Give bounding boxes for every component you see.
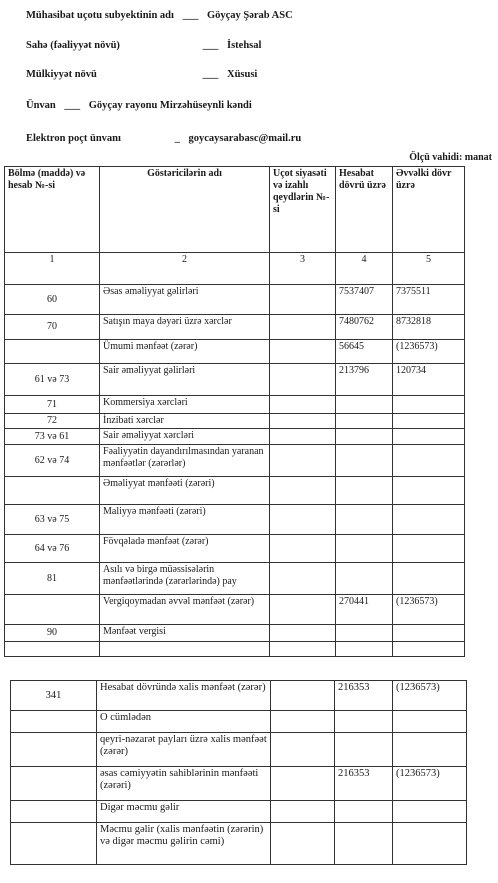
current-period-cell: 56645: [336, 340, 393, 364]
email-label: Elektron poçt ünvanı: [26, 133, 121, 144]
account-cell: [5, 595, 100, 625]
table-row: [5, 315, 465, 340]
note-cell: [270, 445, 336, 477]
indicator-name-cell: Sair əməliyyat gəlirləri: [100, 364, 270, 396]
table-row: [11, 681, 467, 711]
account-cell: 73 və 61: [5, 429, 100, 445]
note-cell: [270, 595, 336, 625]
previous-period-cell: [393, 711, 467, 733]
table-row: [5, 364, 465, 396]
note-cell: [270, 315, 336, 340]
previous-period-cell: [393, 625, 465, 642]
current-period-cell: 7537407: [336, 285, 393, 315]
current-period-cell: [336, 429, 393, 445]
previous-period-cell: (1236573): [393, 681, 467, 711]
note-cell: [270, 505, 336, 535]
indicator-name-cell: Ümumi mənfəət (zərər): [100, 340, 270, 364]
account-cell: [5, 477, 100, 505]
table-row: [5, 563, 465, 595]
previous-period-cell: [393, 733, 467, 767]
indicator-name-cell: Mənfəət vergisi: [100, 625, 270, 642]
current-period-cell: [336, 642, 393, 657]
previous-period-cell: [393, 823, 467, 865]
note-cell: [270, 477, 336, 505]
table-row: [11, 711, 467, 733]
unit-label: Ölçü vahidi: manat: [409, 152, 492, 163]
indicator-name-cell: Sair əməliyyat xərcləri: [100, 429, 270, 445]
current-period-cell: [336, 535, 393, 563]
col-header-name: Göstəricilərin adı: [100, 167, 270, 253]
account-cell: 72: [5, 414, 100, 429]
account-cell: [5, 642, 100, 657]
note-cell: [271, 681, 335, 711]
address-label: Ünvan: [26, 100, 56, 111]
email-value: goycaysarabasc@mail.ru: [188, 133, 302, 144]
table-row: [5, 477, 465, 505]
account-cell: 61 və 73: [5, 364, 100, 396]
col-header-previous: Əvvəlki dövr üzrə: [393, 167, 465, 253]
note-cell: [270, 414, 336, 429]
note-cell: [270, 285, 336, 315]
current-period-cell: [336, 396, 393, 414]
ownership-label: Mülkiyyət növü: [26, 69, 97, 80]
address-dash: ___: [64, 100, 81, 111]
previous-period-cell: [393, 801, 467, 823]
previous-period-cell: [393, 505, 465, 535]
note-cell: [270, 563, 336, 595]
activity-line: [26, 40, 261, 51]
ownership-dash: ___: [202, 69, 219, 80]
note-cell: [270, 364, 336, 396]
table-row: [5, 535, 465, 563]
indicator-name-cell: Əsas əməliyyat gəlirləri: [100, 285, 270, 315]
note-cell: [271, 767, 335, 801]
address-value: Göyçay rayonu Mirzəhüseynli kəndi: [88, 100, 252, 111]
col-header-current: Hesabat dövrü üzrə: [336, 167, 393, 253]
entity-label: Mühasibat uçotu subyektinin adı: [26, 10, 174, 21]
current-period-cell: 216353: [335, 681, 393, 711]
note-cell: [271, 711, 335, 733]
account-cell: 62 və 74: [5, 445, 100, 477]
note-cell: [270, 535, 336, 563]
current-period-cell: [336, 505, 393, 535]
indicator-name-cell: Satışın maya dəyəri üzrə xərclər: [100, 315, 270, 340]
email-line: [26, 133, 301, 144]
current-period-cell: [335, 733, 393, 767]
col-number: 3: [270, 253, 336, 285]
account-cell: 71: [5, 396, 100, 414]
current-period-cell: [336, 445, 393, 477]
current-period-cell: [336, 477, 393, 505]
account-cell: 70: [5, 315, 100, 340]
previous-period-cell: 120734: [393, 364, 465, 396]
current-period-cell: [335, 711, 393, 733]
previous-period-cell: [393, 396, 465, 414]
current-period-cell: 213796: [336, 364, 393, 396]
note-cell: [270, 340, 336, 364]
account-cell: [11, 823, 97, 865]
previous-period-cell: 7375511: [393, 285, 465, 315]
account-cell: [11, 767, 97, 801]
account-cell: 90: [5, 625, 100, 642]
note-cell: [270, 429, 336, 445]
current-period-cell: [335, 823, 393, 865]
current-period-cell: 216353: [335, 767, 393, 801]
column-number-row: [5, 253, 465, 285]
ownership-value: Xüsusi: [227, 69, 258, 80]
previous-period-cell: (1236573): [393, 340, 465, 364]
col-header-account: Bölmə (maddə) və hesab №-si: [5, 167, 100, 253]
table-row: [5, 642, 465, 657]
table-row: [5, 285, 465, 315]
col-number: 5: [393, 253, 465, 285]
activity-dash: ___: [202, 40, 219, 51]
note-cell: [270, 625, 336, 642]
previous-period-cell: (1236573): [393, 595, 465, 625]
note-cell: [271, 823, 335, 865]
account-cell: 81: [5, 563, 100, 595]
table-row: [11, 801, 467, 823]
table-row: [5, 595, 465, 625]
previous-period-cell: [393, 563, 465, 595]
table-row: [11, 733, 467, 767]
note-cell: [270, 396, 336, 414]
current-period-cell: [336, 563, 393, 595]
account-cell: [11, 801, 97, 823]
table-header-row: [5, 167, 465, 253]
account-cell: [11, 733, 97, 767]
table-row: [11, 823, 467, 865]
previous-period-cell: [393, 642, 465, 657]
indicator-name-cell: Kommersiya xərcləri: [100, 396, 270, 414]
note-cell: [271, 801, 335, 823]
previous-period-cell: [393, 477, 465, 505]
email-dash: _: [174, 133, 180, 144]
activity-value: İstehsal: [227, 40, 262, 51]
previous-period-cell: (1236573): [393, 767, 467, 801]
table-row: [5, 505, 465, 535]
indicator-name-cell: Hesabat dövründə xalis mənfəət (zərər): [97, 681, 271, 711]
net-income-table: [10, 680, 467, 865]
table-row: [11, 767, 467, 801]
note-cell: [271, 733, 335, 767]
indicator-name-cell: Asılı və birgə müəssisələrin mənfəətlərində (zərərlərində) pay: [100, 563, 270, 595]
previous-period-cell: [393, 445, 465, 477]
account-cell: [5, 340, 100, 364]
indicator-name-cell: Məcmu gəlir (xalis mənfəətin (zərərin) və digər məcmu gəlirin cəmi): [97, 823, 271, 865]
account-cell: 60: [5, 285, 100, 315]
activity-label: Sahə (fəaliyyət növü): [26, 40, 120, 51]
indicator-name-cell: Fövqəladə mənfəət (zərər): [100, 535, 270, 563]
entity-value: Göyçay Şərab ASC: [206, 10, 293, 21]
current-period-cell: [336, 625, 393, 642]
indicator-name-cell: Fəaliyyətin dayandırılmasından yaranan mənfəətlər (zərərlər): [100, 445, 270, 477]
report-table: [4, 166, 465, 657]
account-cell: [11, 711, 97, 733]
indicator-name-cell: [100, 642, 270, 657]
previous-period-cell: 8732818: [393, 315, 465, 340]
indicator-name-cell: O cümlədən: [97, 711, 271, 733]
account-cell: 63 və 75: [5, 505, 100, 535]
indicator-name-cell: İnzibati xərclər: [100, 414, 270, 429]
table-row: [5, 340, 465, 364]
account-cell: 341: [11, 681, 97, 711]
indicator-name-cell: Vergiqoymadan əvvəl mənfəət (zərər): [100, 595, 270, 625]
col-header-note: Uçot siyasəti və izahlı qeydlərin №-si: [270, 167, 336, 253]
col-number: 4: [336, 253, 393, 285]
table-row: [5, 429, 465, 445]
address-line: [26, 100, 252, 111]
previous-period-cell: [393, 414, 465, 429]
previous-period-cell: [393, 429, 465, 445]
indicator-name-cell: Maliyyə mənfəəti (zərəri): [100, 505, 270, 535]
table-row: [5, 414, 465, 429]
current-period-cell: 7480762: [336, 315, 393, 340]
current-period-cell: 270441: [336, 595, 393, 625]
table-row: [5, 445, 465, 477]
account-cell: 64 və 76: [5, 535, 100, 563]
col-number: 1: [5, 253, 100, 285]
col-number: 2: [100, 253, 270, 285]
current-period-cell: [336, 414, 393, 429]
entity-dash: ___: [182, 10, 199, 21]
indicator-name-cell: Digər məcmu gəlir: [97, 801, 271, 823]
ownership-line: [26, 69, 257, 80]
indicator-name-cell: əsas cəmiyyətin sahiblərinin mənfəəti (zərəri): [97, 767, 271, 801]
note-cell: [270, 642, 336, 657]
table-row: [5, 396, 465, 414]
indicator-name-cell: qeyri-nəzarət payları üzrə xalis mənfəət (zərər): [97, 733, 271, 767]
current-period-cell: [335, 801, 393, 823]
table-row: [5, 625, 465, 642]
entity-line: [26, 10, 293, 21]
previous-period-cell: [393, 535, 465, 563]
indicator-name-cell: Əməliyyat mənfəəti (zərəri): [100, 477, 270, 505]
